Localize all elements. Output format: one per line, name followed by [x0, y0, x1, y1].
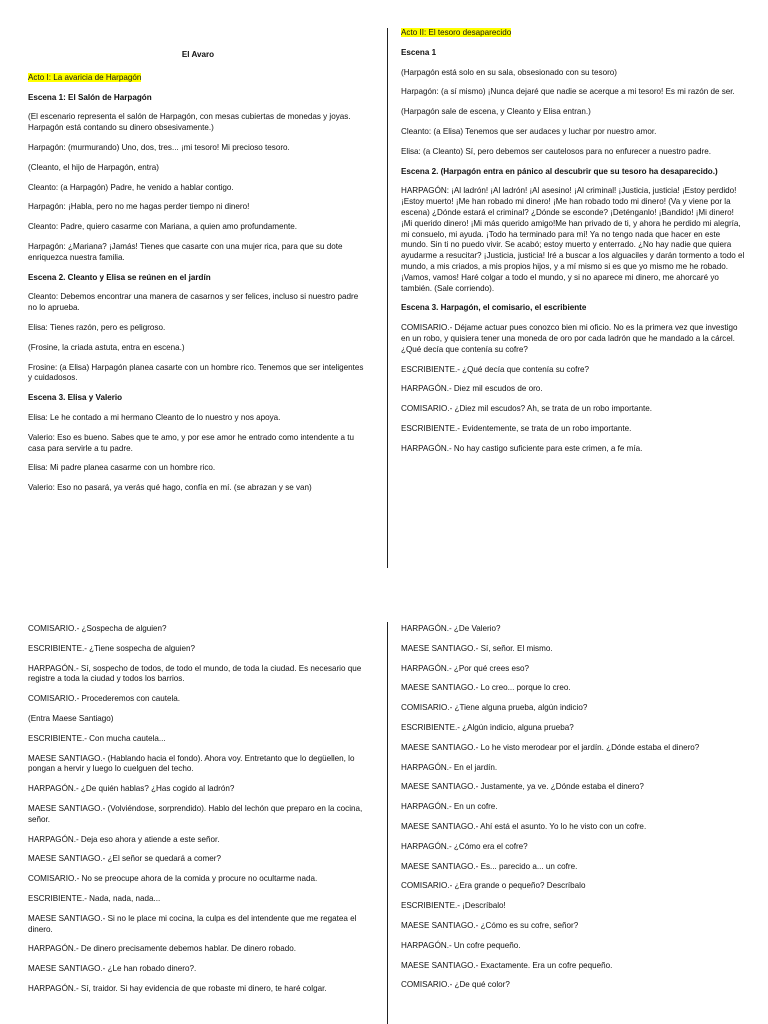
- dialogue-paragraph: ESCRIBIENTE.- ¿Tiene sospecha de alguien?: [28, 643, 196, 653]
- dialogue-paragraph: Cleanto: Padre, quiero casarme con Mariana, a quien amo profundamente.: [28, 222, 298, 232]
- dialogue-paragraph: (Cleanto, el hijo de Harpagón, entra): [28, 162, 159, 172]
- dialogue-paragraph: HARPAGÓN.- En un cofre.: [401, 802, 498, 812]
- paragraph-list: [28, 93, 368, 494]
- scene-heading: Escena 1: [401, 47, 437, 57]
- scene-heading: Escena 2. (Harpagón entra en pánico al descubrir que su tesoro ha desaparecido.): [401, 166, 718, 176]
- page-top-left-column: [28, 50, 368, 503]
- scene-heading: Escena 3. Harpagón, el comisario, el escribiente: [401, 303, 587, 313]
- dialogue-paragraph: MAESE SANTIAGO.- Lo he visto merodear por el jardín. ¿Dónde estaba el dinero?: [401, 742, 700, 752]
- dialogue-paragraph: MAESE SANTIAGO.- ¿Cómo es su cofre, señor?: [401, 920, 579, 930]
- dialogue-paragraph: (Frosine, la criada astuta, entra en escena.): [28, 342, 185, 352]
- dialogue-paragraph: MAESE SANTIAGO.- Exactamente. Era un cofre pequeño.: [401, 960, 613, 970]
- dialogue-paragraph: MAESE SANTIAGO.- Justamente, ya ve. ¿Dónde estaba el dinero?: [401, 782, 644, 792]
- dialogue-paragraph: COMISARIO.- ¿Sospecha de alguien?: [28, 624, 167, 633]
- dialogue-paragraph: HARPAGÓN.- Sí, sospecho de todos, de todo el mundo, de toda la ciudad. Es necesario que registre a toda la ciudad y todos los barrios.: [28, 663, 362, 684]
- paragraph-list: [401, 48, 745, 455]
- dialogue-paragraph: HARPAGÓN.- No hay castigo suficiente para este crimen, a fe mía.: [401, 443, 643, 453]
- dialogue-paragraph: (Harpagón está solo en su sala, obsesionado con su tesoro): [401, 67, 617, 77]
- dialogue-paragraph: Valerio: Eso es bueno. Sabes que te amo, y por ese amor he entrado como intendente a tu casa para servirle a tu padre.: [28, 432, 355, 453]
- dialogue-paragraph: HARPAGÓN.- Deja eso ahora y atiende a este señor.: [28, 834, 220, 844]
- dialogue-paragraph: Cleanto: (a Harpagón) Padre, he venido a hablar contigo.: [28, 182, 234, 192]
- dialogue-paragraph: Harpagón: (murmurando) Uno, dos, tres... ¡mi tesoro! Mi precioso tesoro.: [28, 142, 290, 152]
- column-divider: [387, 28, 388, 568]
- dialogue-paragraph: MAESE SANTIAGO.- Sí, señor. El mismo.: [401, 643, 553, 653]
- dialogue-paragraph: (Entra Maese Santiago): [28, 713, 114, 723]
- column-divider: [387, 622, 388, 1024]
- dialogue-paragraph: Harpagón: ¡Habla, pero no me hagas perder tiempo ni dinero!: [28, 202, 250, 212]
- dialogue-paragraph: ESCRIBIENTE.- ¿Qué decía que contenía su cofre?: [401, 364, 590, 374]
- dialogue-paragraph: (Harpagón sale de escena, y Cleanto y Elisa entran.): [401, 107, 591, 117]
- act-heading: Acto II: El tesoro desaparecido: [401, 28, 512, 37]
- dialogue-paragraph: COMISARIO.- ¿Era grande o pequeño? Descríbalo: [401, 881, 586, 891]
- scene-heading: Escena 2. Cleanto y Elisa se reúnen en el jardín: [28, 272, 211, 282]
- dialogue-paragraph: COMISARIO.- No se preocupe ahora de la comida y procure no ocultarme nada.: [28, 874, 318, 884]
- dialogue-paragraph: COMISARIO.- ¿Diez mil escudos? Ah, se trata de un robo importante.: [401, 404, 653, 414]
- dialogue-paragraph: Elisa: Tienes razón, pero es peligroso.: [28, 322, 166, 332]
- dialogue-paragraph: HARPAGÓN.- Diez mil escudos de oro.: [401, 384, 543, 394]
- dialogue-paragraph: Frosine: (a Elisa) Harpagón planea casarte con un hombre rico. Tenemos que ser inteligentes y cuidadosos.: [28, 362, 364, 383]
- dialogue-paragraph: MAESE SANTIAGO.- Lo creo... porque lo creo.: [401, 683, 571, 693]
- dialogue-paragraph: HARPAGÓN.- De dinero precisamente debemos hablar. De dinero robado.: [28, 944, 296, 954]
- dialogue-paragraph: MAESE SANTIAGO.- (Hablando hacia el fondo). Ahora voy. Entretanto que lo degüellen, lo pongan a hervir y luego lo cuelguen del techo.: [28, 753, 355, 774]
- dialogue-paragraph: Cleanto: (a Elisa) Tenemos que ser audaces y luchar por nuestro amor.: [401, 126, 657, 136]
- dialogue-paragraph: Harpagón: (a sí mismo) ¡Nunca dejaré que nadie se acerque a mi tesoro! Es mi razón de ser.: [401, 87, 735, 97]
- dialogue-paragraph: ESCRIBIENTE.- Nada, nada, nada...: [28, 893, 161, 903]
- dialogue-paragraph: HARPAGÓN.- ¿Cómo era el cofre?: [401, 841, 528, 851]
- dialogue-paragraph: Elisa: (a Cleanto) Sí, pero debemos ser cautelosos para no enfurecer a nuestro padre.: [401, 146, 711, 156]
- dialogue-paragraph: HARPAGÓN.- Sí, traidor. Si hay evidencia de que robaste mi dinero, te haré colgar.: [28, 983, 327, 993]
- dialogue-paragraph: Elisa: Mi padre planea casarme con un hombre rico.: [28, 463, 216, 473]
- scene-heading: Escena 3. Elisa y Valerio: [28, 393, 123, 403]
- dialogue-paragraph: HARPAGÓN.- En el jardín.: [401, 762, 498, 772]
- dialogue-paragraph: (El escenario representa el salón de Harpagón, con mesas cubiertas de monedas y joyas. Harpagón está contando su dinero obsesivamente.): [28, 112, 351, 133]
- scene-heading: Escena 1: El Salón de Harpagón: [28, 92, 152, 102]
- dialogue-paragraph: MAESE SANTIAGO.- Ahí está el asunto. Yo lo he visto con un cofre.: [401, 821, 647, 831]
- dialogue-paragraph: HARPAGÓN.- Un cofre pequeño.: [401, 940, 521, 950]
- page-top-right-column: [401, 28, 745, 464]
- dialogue-paragraph: MAESE SANTIAGO.- Es... parecido a... un cofre.: [401, 861, 578, 871]
- dialogue-paragraph: MAESE SANTIAGO.- ¿Le han robado dinero?.: [28, 964, 197, 974]
- dialogue-paragraph: COMISARIO.- Déjame actuar pues conozco bien mi oficio. No es la primera vez que investigo en un robo, y quisiera tener una moneda de oro por cada ladrón que he mandado a la cárcel. ¿Qué decía que contenía su cofre?: [401, 323, 738, 354]
- dialogue-paragraph: ESCRIBIENTE.- ¿Algún indicio, alguna prueba?: [401, 722, 574, 732]
- document-title: El Avaro: [181, 50, 215, 59]
- dialogue-paragraph: COMISARIO.- ¿Tiene alguna prueba, algún indicio?: [401, 703, 588, 713]
- dialogue-paragraph: HARPAGÓN.- ¿Por qué crees eso?: [401, 663, 530, 673]
- dialogue-paragraph: MAESE SANTIAGO.- (Volviéndose, sorprendido). Hablo del lechón que preparo en la cocina, señor.: [28, 803, 363, 824]
- page-bottom-left-column: [28, 624, 368, 1004]
- dialogue-paragraph: HARPAGÓN: ¡Al ladrón! ¡Al ladrón! ¡Al asesino! ¡Al criminal! ¡Justicia, justicia! ¡Estoy perdido! ¡Estoy muerto! ¡Me han robado mi dinero! ¡Me han robado todo mi dinero! (Va y viene por la escena) ¿Dónde estará el criminal? ¿Dónde se esconde? ¡Deténganlo! ¡Bandido! ¡Mi dinero! ¡Mi querido dinero! ¡Mi más querido amigo!Me han privado de ti, y ahora he perdido mi alegría, mi consuelo, mi ayuda. ¡Todo ha terminado para mí! Ya no tengo nada que hacer en este mundo. Sin ti no puedo vivir. Se acabó; estoy muerto y enterrado. ¿No hay nadie que quiera ayudarme a resucitar? ¡Justicia, justicia! Iré a buscar a los alguaciles y darán tormento a todo el mundo, a mis criados, a mis propios hijos, y a mí mismo si es que yo mismo me he robado. ¡Vamos, vamos! Haré colgar a todo el mundo, y si no aparece mi dinero, me ahorcaré yo también. (Sale corriendo).: [401, 186, 745, 293]
- dialogue-paragraph: ESCRIBIENTE.- Con mucha cautela...: [28, 733, 166, 743]
- page-bottom-right-column: [401, 624, 745, 1000]
- dialogue-paragraph: COMISARIO.- Procederemos con cautela.: [28, 694, 181, 704]
- dialogue-paragraph: MAESE SANTIAGO.- Si no le place mi cocina, la culpa es del intendente que me regatea el dinero.: [28, 913, 357, 934]
- dialogue-paragraph: Cleanto: Debemos encontrar una manera de casarnos y ser felices, incluso si nuestro padre no lo aprueba.: [28, 292, 359, 313]
- dialogue-paragraph: Harpagón: ¿Mariana? ¡Jamás! Tienes que casarte con una mujer rica, para que su dote enriquezca nuestra familia.: [28, 241, 343, 262]
- dialogue-paragraph: MAESE SANTIAGO.- ¿El señor se quedará a comer?: [28, 854, 221, 864]
- dialogue-paragraph: Valerio: Eso no pasará, ya verás qué hago, confía en mí. (se abrazan y se van): [28, 483, 312, 493]
- paragraph-list: [401, 624, 745, 991]
- dialogue-paragraph: COMISARIO.- ¿De qué color?: [401, 980, 510, 990]
- dialogue-paragraph: HARPAGÓN.- ¿De Valerio?: [401, 624, 501, 633]
- dialogue-paragraph: Elisa: Le he contado a mi hermano Cleanto de lo nuestro y nos apoya.: [28, 412, 281, 422]
- dialogue-paragraph: ESCRIBIENTE.- Evidentemente, se trata de un robo importante.: [401, 423, 632, 433]
- paragraph-list: [28, 624, 368, 995]
- dialogue-paragraph: HARPAGÓN.- ¿De quién hablas? ¿Has cogido al ladrón?: [28, 784, 235, 794]
- act-heading: Acto I: La avaricia de Harpagón: [28, 72, 142, 82]
- dialogue-paragraph: ESCRIBIENTE.- ¡Descríbalo!: [401, 901, 506, 911]
